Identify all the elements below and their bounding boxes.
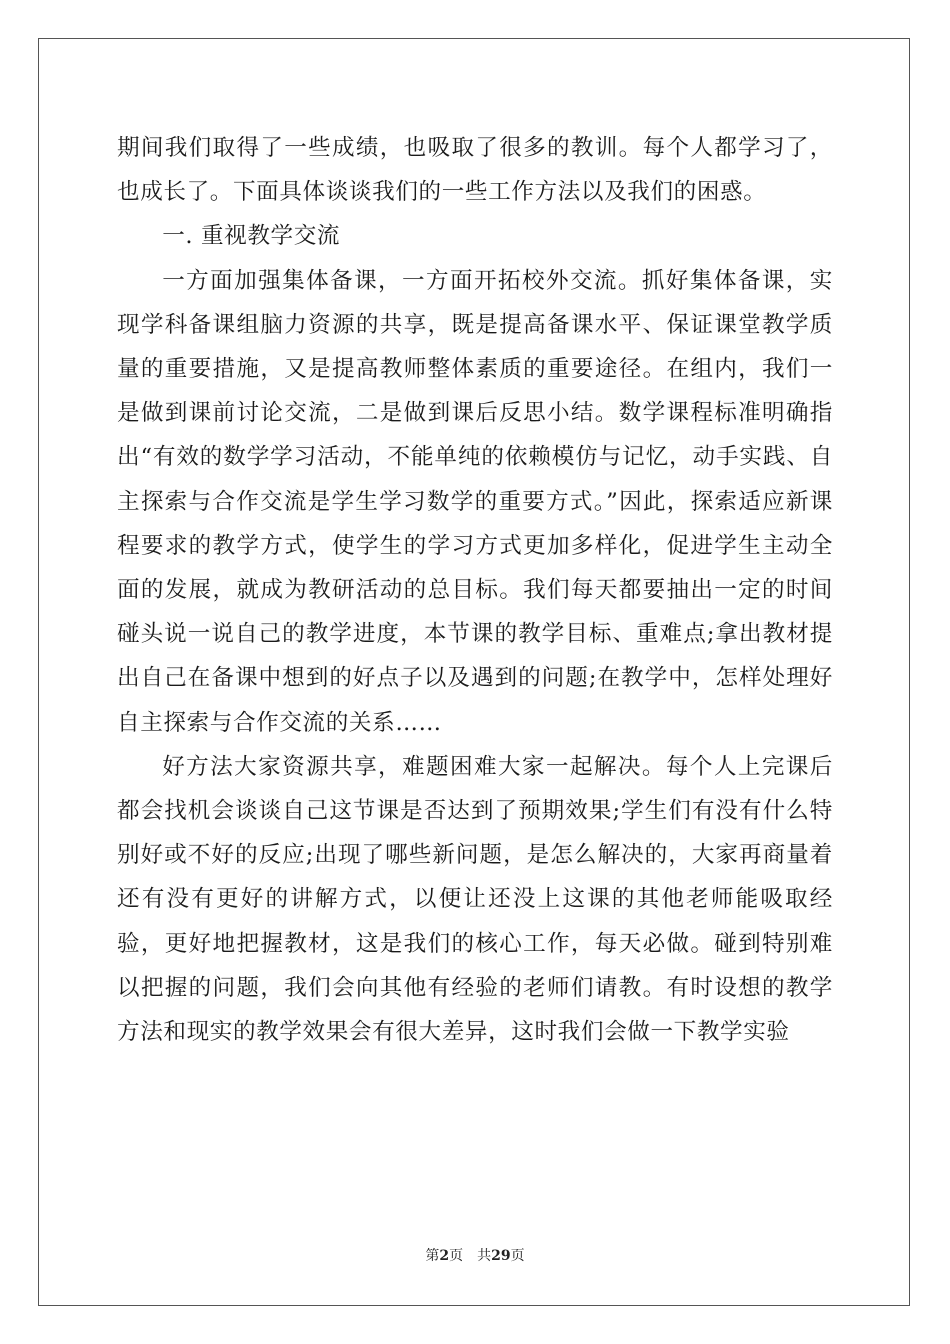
paragraph: 好方法大家资源共享，难题困难大家一起解决。每个人上完课后都会找机会谈谈自己这节课是否达到了预期效果;学生们有没有什么特别好或不好的反应;出现了哪些新问题，是怎么解决的，大家再商量着还有没有更好的讲解方式，以便让还没上这课的其他老师能吸取经验，更好地把握教材，这是我们的核心工作，每天必做。碰到特别难以把握的问题，我们会向其他有经验的老师们请教。有时设想的教学方法和现实的教学效果会有很大差异，这时我们会做一下教学实验 [117, 753, 833, 1046]
page-footer [0, 1246, 950, 1266]
paragraph: 期间我们取得了一些成绩，也吸取了很多的教训。每个人都学习了，也成长了。下面具体谈谈我们的一些工作方法以及我们的困惑。 [117, 135, 833, 206]
total-pages-number: 29 [491, 1248, 511, 1264]
section-heading: 一. 重视教学交流 [162, 223, 341, 250]
paragraph: 一方面加强集体备课，一方面开拓校外交流。抓好集体备课，实现学科备课组脑力资源的共享，既是提高备课水平、保证课堂教学质量的重要措施，又是提高教师整体素质的重要途径。在组内，我们一是做到课前讨论交流，二是做到课后反思小结。数学课程标准明确指出“有效的数学学习活动，不能单纯的依赖模仿与记忆，动手实践、自主探索与合作交流是学生学习数学的重要方式。”因此，探索适应新课程要求的教学方式，使学生的学习方式更加多样化，促进学生主动全面的发展，就成为教研活动的总目标。我们每天都要抽出一定的时间碰头说一说自己的教学进度，本节课的教学目标、重难点;拿出教材提出自己在备课中想到的好点子以及遇到的问题;在教学中，怎样处理好自主探索与合作交流的关系…… [117, 267, 833, 736]
footer-total-prefix: 共 [477, 1248, 492, 1264]
document-body [117, 126, 833, 1054]
current-page-number: 2 [439, 1248, 450, 1264]
footer-total-suffix: 页 [510, 1248, 525, 1264]
footer-page-suffix: 页 [449, 1248, 464, 1264]
footer-prefix: 第 [425, 1248, 440, 1264]
